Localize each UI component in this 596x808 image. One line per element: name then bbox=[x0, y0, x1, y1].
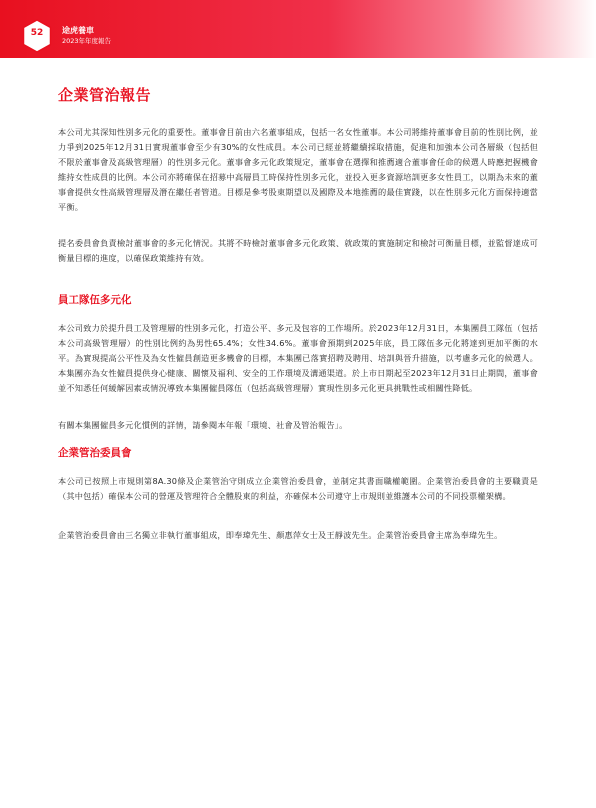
company-name: 途虎養車 bbox=[62, 26, 94, 35]
paragraph-governance-committee: 本公司已按照上市規則第8A.30條及企業管治守則成立企業管治委員會，並制定其書面職權範圍。企業管治委員會的主要職責是（其中包括）確保本公司的營運及管理符合全體股東的利益，亦確保本公司遵守上市規則並維護本公司的不同投票權架構。 bbox=[58, 476, 538, 502]
page-number: 52 bbox=[30, 28, 44, 38]
page-number-badge bbox=[22, 19, 52, 53]
paragraph-esg-reference: 有關本集團僱員多元化慣例的詳情，請參閱本年報「環境、社會及管治報告」。 bbox=[58, 420, 348, 430]
paragraph-gender-diversity: 本公司尤其深知性別多元化的重要性。董事會目前由六名董事組成，包括一名女性董事。本公司將維持董事會目前的性別比例，並力爭到2025年12月31日實現董事會至少有30%的女性成員。本公司已經並將繼續採取措施，促進和加強本公司各層級（包括但不限於董事會及高級管理層）的性別多元化。董事會多元化政策規定，董事會在選擇和推薦適合董事會任命的候選人時應把握機會維持女性成員的比例。本公司亦將確保在招募中高層員工時保持性別多元化，並投入更多資源培訓更多女性員工，以期為未來的董事會提供女性高級管理層及潛在繼任者管道。目標是參考股東期望以及國際及本地推薦的最佳實踐，以在性別多元化方面保持適當平衡。 bbox=[58, 127, 538, 213]
paragraph-committee-members: 企業管治委員會由三名獨立非執行董事組成，即奉瑋先生、顏惠萍女士及王靜波先生。企業管治委員會主席為奉瑋先生。 bbox=[58, 530, 503, 540]
page-title: 企業管治報告 bbox=[58, 86, 152, 104]
paragraph-nomination-committee: 提名委員會負責檢討董事會的多元化情況。其將不時檢討董事會多元化政策、就政策的實施制定和檢討可衡量目標，並監督達成可衡量目標的進度，以確保政策維持有效。 bbox=[58, 238, 538, 264]
header-text bbox=[62, 25, 111, 47]
report-name: 2023年年度報告 bbox=[62, 37, 112, 45]
heading-governance-committee: 企業管治委員會 bbox=[58, 447, 132, 459]
heading-workforce-diversity: 員工隊伍多元化 bbox=[58, 294, 132, 306]
paragraph-workforce-diversity: 本公司致力於提升員工及管理層的性別多元化，打造公平、多元及包容的工作場所。於2023年12月31日，本集團員工隊伍（包括本公司高級管理層）的性別比例約為男性65.4%；女性34.6%。董事會預期到2025年底，員工隊伍多元化將達到更加平衡的水平。為實現提高公平性及為女性僱員創造更多機會的目標，本集團已落實招聘及聘用、培訓與晉升措施，以考慮多元化的候選人。本集團亦為女性僱員提供身心健康、關懷及福利、安全的工作環境及溝通渠道。於上市日期起至2023年12月31日止期間，董事會並不知悉任何緩解因素或情況導致本集團僱員隊伍（包括高級管理層）實現性別多元化更具挑戰性或相關性降低。 bbox=[58, 323, 538, 394]
